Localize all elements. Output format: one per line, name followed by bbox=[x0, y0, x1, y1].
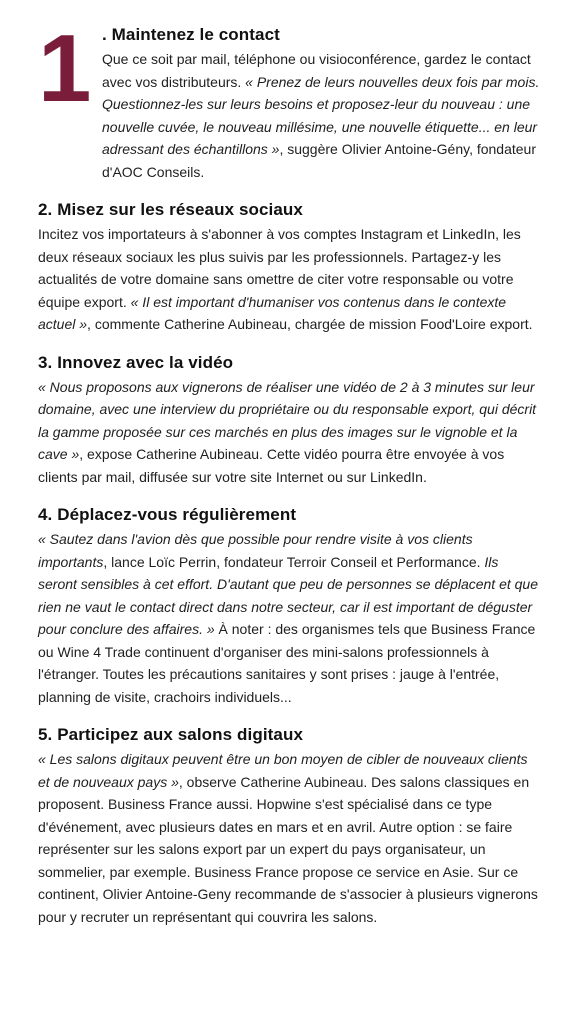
paragraph-text: , expose Catherine Aubineau. Cette vidéo pourra être envoyée à vos clients par mail, diffusée sur votre site Internet ou sur LinkedIn. bbox=[38, 446, 505, 485]
section-title-5: 5. Participez aux salons digitaux bbox=[38, 725, 303, 744]
section-paragraph-3 bbox=[38, 376, 540, 489]
section-4 bbox=[38, 504, 540, 708]
paragraph-text: , commente Catherine Aubineau, chargée de mission Food'Loire export. bbox=[87, 316, 533, 332]
section-title-3: 3. Innovez avec la vidéo bbox=[38, 352, 234, 372]
section-3 bbox=[38, 352, 540, 489]
paragraph-text: , observe Catherine Aubineau. Des salons classiques en proposent. Business France aussi. Hopwine s'est spécialisé dans ce type d'événement, avec plusieurs dates en mars et en avril. Autre option : se faire représenter sur les salons export par un expert du pays organisateur, un sommelier, par exemple. Business France propose ce service en Asie. Sur ce continent, Olivier Antoine-Geny recommande de s'associer à plusieurs vignerons pour y recruter un représentant qui couvrira les salons. bbox=[38, 773, 538, 925]
intro-text-block bbox=[102, 24, 540, 183]
quote-text: Ils seront sensibles à cet effort. D'autant que peu de personnes se déplacent et que rien ne vaut le contact direct dans notre secteur, car il est important de déguster pour conclure des affaires. » bbox=[38, 553, 539, 637]
section-paragraph-2 bbox=[38, 223, 540, 336]
paragraph-text: , lance Loïc Perrin, fondateur Terroir Conseil et Performance. bbox=[103, 553, 485, 570]
dropcap-number: 1 bbox=[38, 15, 90, 122]
section-2 bbox=[38, 199, 540, 336]
quote-text: « Sautez dans l'avion dès que possible pour rendre visite à vos clients importants bbox=[38, 531, 473, 570]
section-paragraph-5 bbox=[38, 748, 540, 928]
section-title-2: 2. Misez sur les réseaux sociaux bbox=[38, 200, 303, 219]
quote-text: « Nous proposons aux vignerons de réaliser une vidéo de 2 à 3 minutes sur leur domaine, avec une interview du propriétaire ou du responsable export, qui décrit la gamme proposée sur ces marchés en plus des images sur le vignoble et la cave » bbox=[38, 378, 537, 462]
paragraph-text: Incitez vos importateurs à s'abonner à vos comptes Instagram et LinkedIn, les deux réseaux sociaux les plus suivis par les professionnels. Partagez-y les actualités de votre domaine sans omettre de citer votre responsable ou votre équipe export. bbox=[38, 226, 521, 310]
quote-text: « Prenez de leurs nouvelles deux fois par mois. Questionnez-les sur leurs besoins et proposez-leur du nouveau : une nouvelle cuvée, le nouveau millésime, une nouvelle étiquette... en leur adressant des échantillons » bbox=[102, 73, 540, 157]
section-title-1: . Maintenez le contact bbox=[102, 25, 280, 44]
section-1 bbox=[38, 15, 540, 183]
section-paragraph-1 bbox=[102, 48, 540, 183]
section-title-4: 4. Déplacez-vous régulièrement bbox=[38, 505, 297, 524]
paragraph-text: À noter : des organismes tels que Business France ou Wine 4 Trade continuent d'organiser des mini-salons professionnels à l'étranger. Toutes les précautions sanitaires y sont prises : jauge à l'entrée, planning de visite, crachoirs individuels... bbox=[38, 621, 536, 705]
quote-text: « Il est important d'humaniser vos contenus dans le contexte actuel » bbox=[38, 293, 507, 332]
section-5 bbox=[38, 724, 540, 928]
paragraph-text: Que ce soit par mail, téléphone ou visioconférence, gardez le contact avec vos distributeurs. bbox=[102, 51, 531, 90]
paragraph-text: , suggère Olivier Antoine-Gény, fondateur d'AOC Conseils. bbox=[102, 141, 537, 180]
quote-text: « Les salons digitaux peuvent être un bon moyen de cibler de nouveaux clients et de nouveaux pays » bbox=[38, 751, 528, 790]
section-paragraph-4 bbox=[38, 528, 540, 708]
